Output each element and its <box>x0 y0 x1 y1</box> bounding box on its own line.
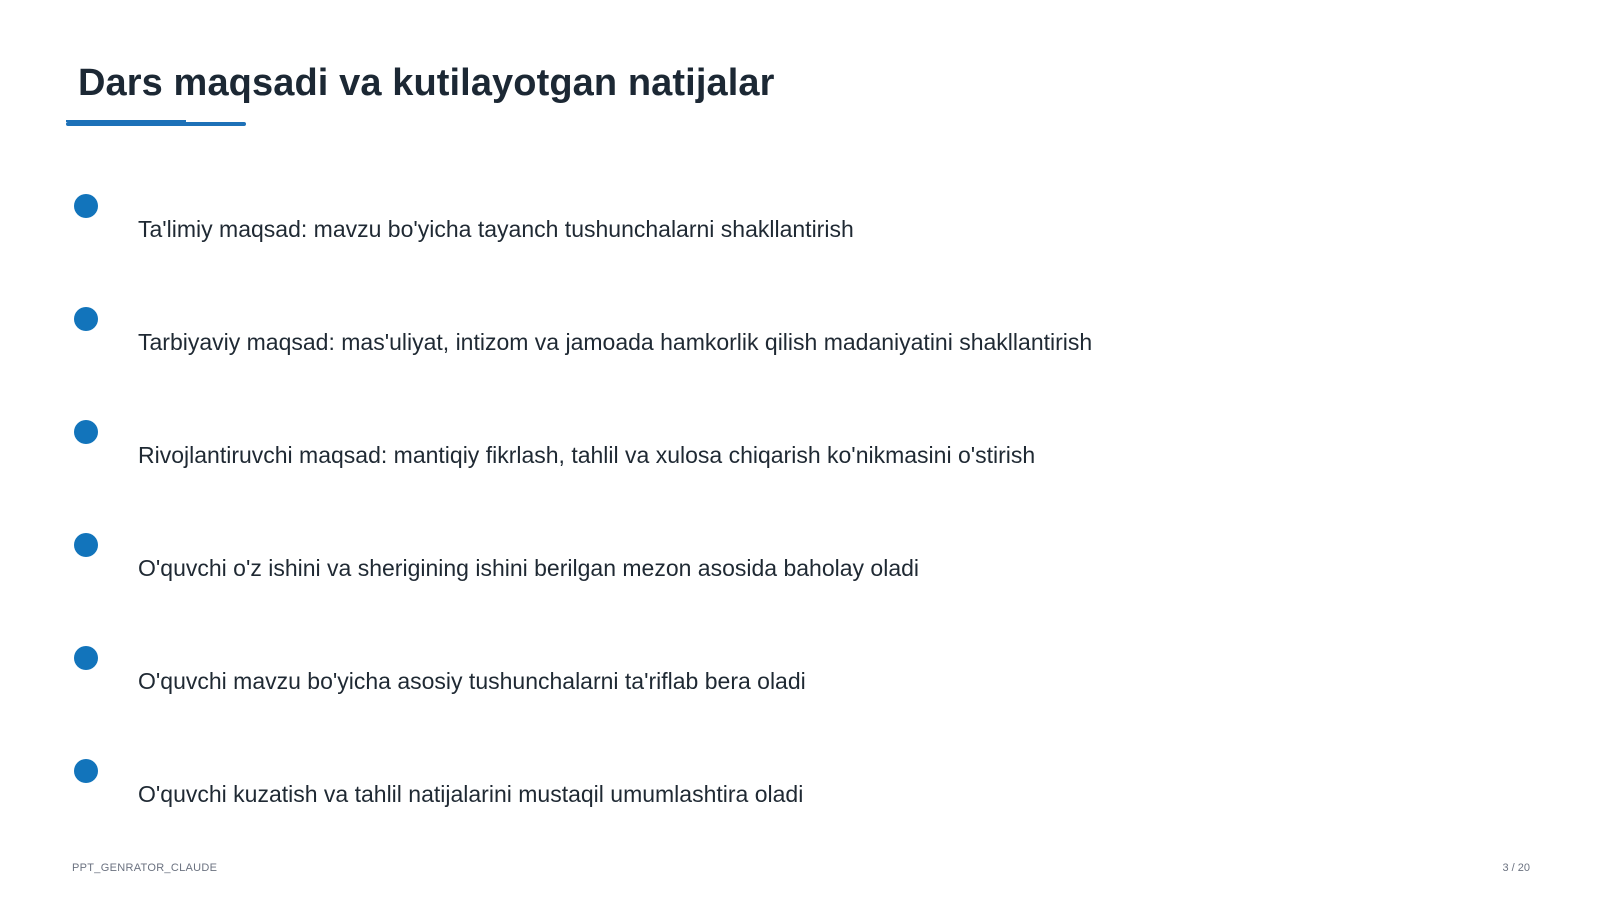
bullet-dot-icon <box>74 194 98 218</box>
list-item <box>0 194 1600 254</box>
list-item <box>0 646 1600 706</box>
bullet-text: Tarbiyaviy maqsad: mas'uliyat, intizom va jamoada hamkorlik qilish madaniyatini shakllantirish <box>138 329 1093 355</box>
footer-source: PPT_GENRATOR_CLAUDE <box>72 862 218 874</box>
bullet-text: O'quvchi mavzu bo'yicha asosiy tushunchalarni ta'riflab bera oladi <box>138 668 806 694</box>
bullet-dot-icon <box>74 759 98 783</box>
bullet-dot-icon <box>74 307 98 331</box>
list-item <box>0 307 1600 367</box>
bullet-text: Rivojlantiruvchi maqsad: mantiqiy fikrlash, tahlil va xulosa chiqarish ko'nikmasini o'stirish <box>138 442 1036 468</box>
list-item <box>0 533 1600 593</box>
bullet-text: O'quvchi kuzatish va tahlil natijalarini mustaqil umumlashtira oladi <box>138 781 804 807</box>
bullet-text: Ta'limiy maqsad: mavzu bo'yicha tayanch tushunchalarni shakllantirish <box>138 216 854 242</box>
bullet-dot-icon <box>74 646 98 670</box>
bullet-text: O'quvchi o'z ishini va sherigining ishini berilgan mezon asosida baholay oladi <box>138 555 920 581</box>
list-item <box>0 759 1600 819</box>
list-item <box>0 420 1600 480</box>
slide-title: Dars maqsadi va kutilayotgan natijalar <box>78 62 775 104</box>
bullet-dot-icon <box>74 533 98 557</box>
page-number: 3 / 20 <box>1502 862 1530 874</box>
bullet-dot-icon <box>74 420 98 444</box>
